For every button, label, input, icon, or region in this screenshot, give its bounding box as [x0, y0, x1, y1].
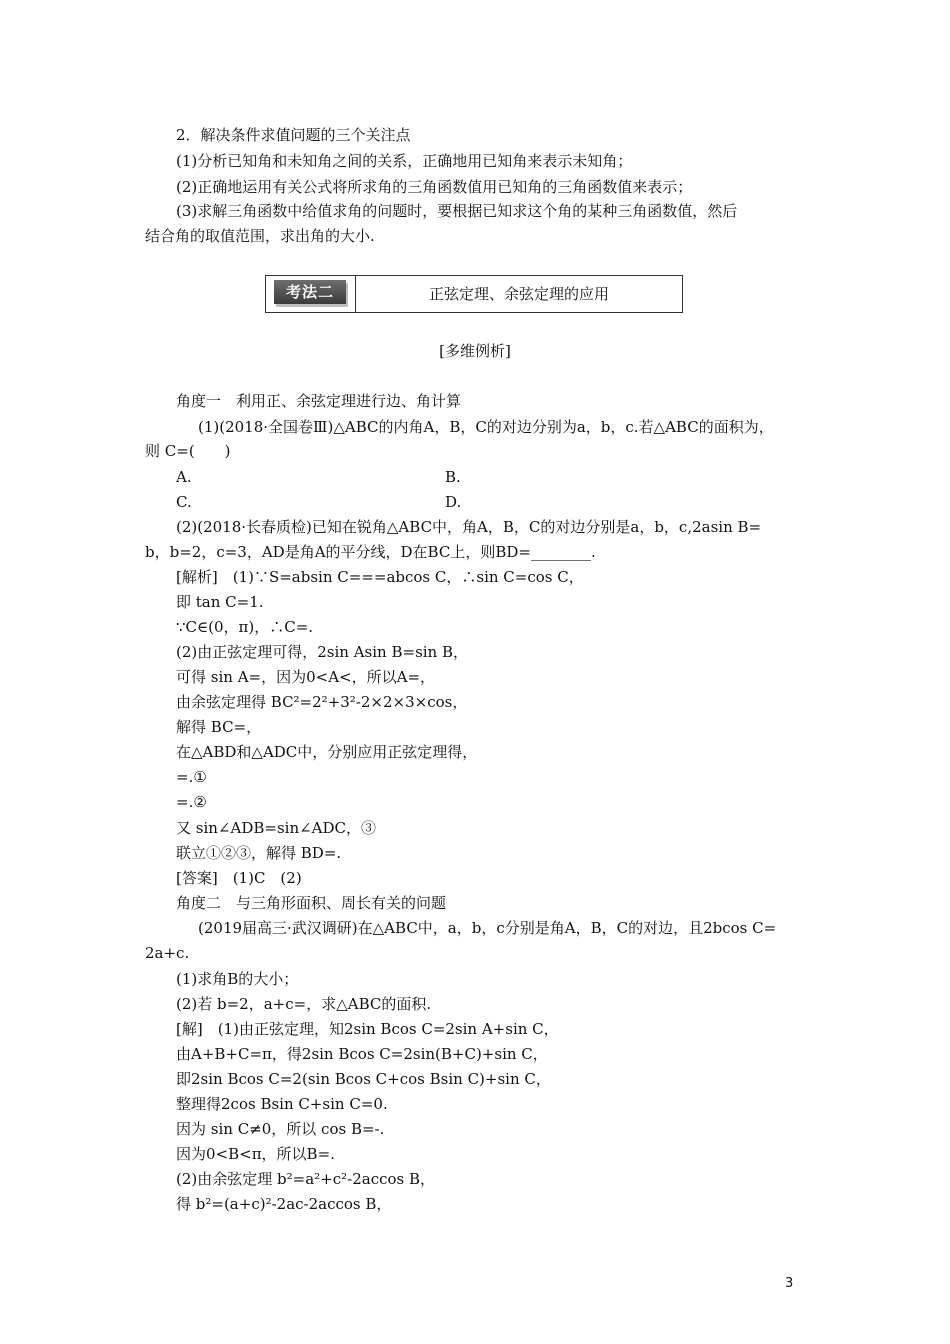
method-banner: [265, 275, 683, 313]
text-line: (2019届高三·武汉调研)在△ABC中，a，b，c分别是角A，B，C的对边，且2bcos C=: [198, 919, 777, 937]
page-number: 3: [785, 1276, 794, 1291]
text-line: B.: [445, 468, 461, 486]
text-line: =.①: [176, 768, 207, 786]
method-title: 正弦定理、余弦定理的应用: [428, 285, 609, 303]
text-line: 得 b²=(a+c)²-2ac-2accos B，: [176, 1195, 392, 1213]
text-line: 结合角的取值范围，求出角的大小.: [145, 227, 375, 245]
text-line: A.: [176, 468, 192, 486]
text-line: 角度一 利用正、余弦定理进行边、角计算: [176, 392, 462, 410]
text-line: (2)由余弦定理 b²=a²+c²-2accos B，: [176, 1170, 436, 1188]
text-line: 整理得2cos Bsin C+sin C=0.: [176, 1095, 388, 1113]
text-line: [解] (1)由正弦定理，知2sin Bcos C=2sin A+sin C，: [176, 1020, 559, 1038]
text-line: 2．解决条件求值问题的三个关注点: [176, 126, 411, 144]
text-line: (2)(2018·长春质检)已知在锐角△ABC中，角A，B，C的对边分别是a，b，c,2asin B=: [176, 518, 762, 536]
text-line: 角度二 与三角形面积、周长有关的问题: [176, 894, 447, 912]
text-line: ∵C∈(0，π)，∴C=.: [176, 618, 314, 636]
text-line: [答案] (1)C (2): [176, 869, 302, 887]
text-line: C.: [176, 493, 192, 511]
text-line: 因为0<B<π，所以B=.: [176, 1145, 335, 1163]
section-heading: [多维例析]: [439, 342, 511, 360]
text-line: (3)求解三角函数中给值求角的问题时，要根据已知求这个角的某种三角函数值，然后: [176, 202, 738, 220]
text-line: 在△ABD和△ADC中，分别应用正弦定理得，: [176, 743, 478, 761]
text-line: 由A+B+C=π，得2sin Bcos C=2sin(B+C)+sin C，: [176, 1045, 548, 1063]
text-line: =.②: [176, 793, 207, 811]
text-line: 由余弦定理得 BC²=2²+3²-2×2×3×cos，: [176, 693, 468, 711]
text-line: (2)由正弦定理可得，2sin Asin B=sin B，: [176, 643, 469, 661]
text-line: (2)若 b=2，a+c=，求△ABC的面积.: [176, 995, 432, 1013]
text-line: 又 sin∠ADB=sin∠ADC，③: [176, 819, 377, 837]
text-line: (2)正确地运用有关公式将所求角的三角函数值用已知角的三角函数值来表示；: [176, 178, 693, 196]
text-line: [解析] (1)∵S=absin C===abcos C，∴sin C=cos C，: [176, 568, 584, 586]
text-line: (1)分析已知角和未知角之间的关系，正确地用已知角来表示未知角；: [176, 152, 633, 170]
text-line: D.: [445, 493, 462, 511]
text-line: 因为 sin C≠0，所以 cos B=-.: [176, 1120, 385, 1138]
method-badge: 考法二: [274, 280, 346, 304]
text-line: 联立①②③，解得 BD=.: [176, 844, 342, 862]
text-line: (1)求角B的大小；: [176, 970, 299, 988]
text-line: 则 C=( ): [145, 442, 231, 460]
text-line: 解得 BC=，: [176, 718, 262, 736]
text-line: 即2sin Bcos C=2(sin Bcos C+cos Bsin C)+sin C，: [176, 1070, 551, 1088]
text-line: 2a+c.: [145, 944, 190, 962]
text-line: 可得 sin A=，因为0<A<，所以A=，: [176, 668, 436, 686]
text-line: (1)(2018·全国卷Ⅲ)△ABC的内角A，B，C的对边分别为a，b，c.若△ABC的面积为，: [198, 418, 774, 436]
text-line: 即 tan C=1.: [176, 593, 264, 611]
text-line: b，b=2，c=3，AD是角A的平分线，D在BC上，则BD=________.: [145, 543, 596, 561]
